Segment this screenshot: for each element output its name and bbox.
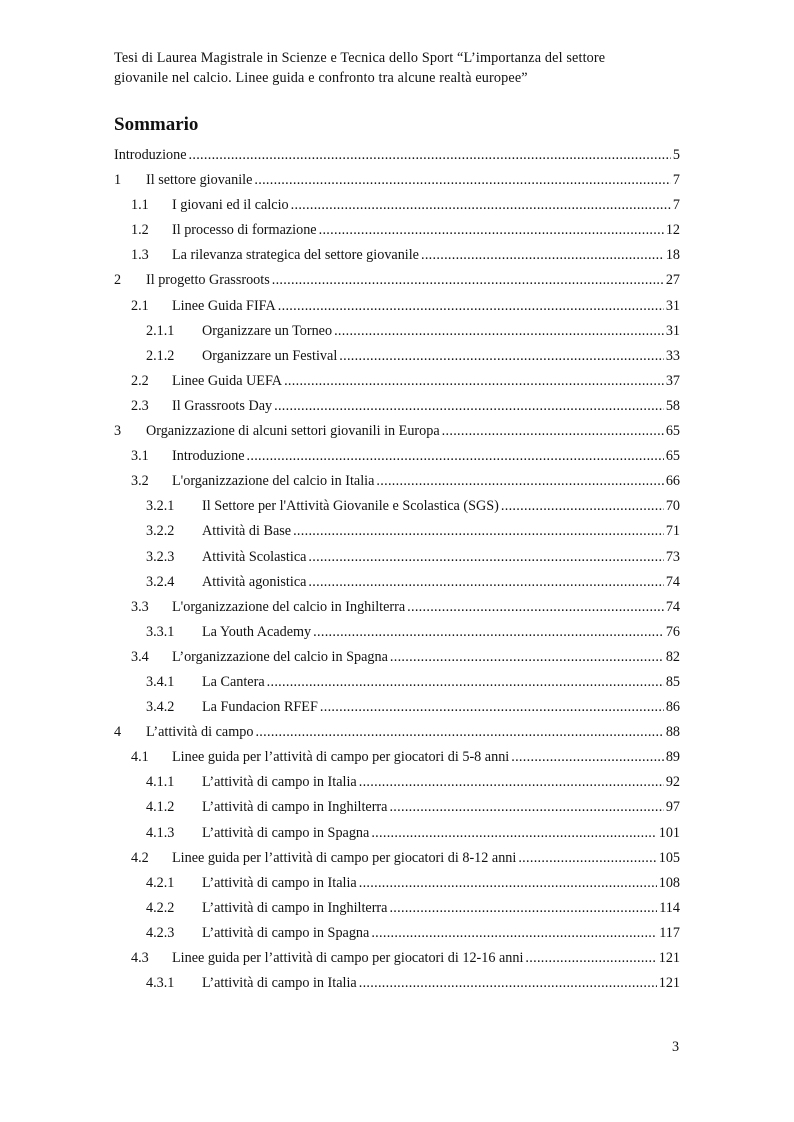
toc-entry-title[interactable]: L’attività di campo bbox=[146, 724, 254, 741]
toc-entry-page[interactable]: 33 bbox=[665, 347, 680, 364]
toc-entry-number: 4 bbox=[114, 724, 122, 741]
toc-entry-title[interactable]: L’attività di campo in Spagna bbox=[202, 924, 370, 941]
toc-entry[interactable] bbox=[114, 821, 680, 846]
toc-entry-title[interactable]: Il processo di formazione bbox=[172, 222, 317, 239]
toc-entry-number: 3.4 bbox=[131, 648, 149, 665]
toc-entry-number: 4.1.2 bbox=[146, 799, 175, 816]
toc-dot-leader bbox=[274, 394, 664, 419]
toc-entry-number: 2.3 bbox=[131, 397, 149, 414]
toc-entry-number: 3.4.2 bbox=[146, 699, 175, 716]
toc-dot-leader bbox=[518, 846, 656, 871]
toc-entry[interactable] bbox=[114, 143, 680, 168]
toc-dot-leader bbox=[371, 821, 656, 846]
toc-dot-leader bbox=[272, 268, 664, 293]
toc-entry-page[interactable]: 31 bbox=[665, 297, 680, 314]
toc-entry-page[interactable]: 89 bbox=[665, 749, 680, 766]
toc-entry-title[interactable]: La Cantera bbox=[202, 673, 265, 690]
toc-entry-page[interactable]: 85 bbox=[665, 673, 680, 690]
toc-entry-number: 2.1 bbox=[131, 297, 149, 314]
toc-entry-title[interactable]: Il Settore per l'Attività Giovanile e Scolastica (SGS) bbox=[202, 498, 499, 515]
toc-entry-number: 3.2.1 bbox=[146, 498, 175, 515]
toc-entry-page[interactable]: 7 bbox=[672, 172, 680, 189]
toc-entry-title[interactable]: L’attività di campo in Inghilterra bbox=[202, 799, 388, 816]
toc-entry-number: 1.2 bbox=[131, 222, 149, 239]
toc-entry-title[interactable]: Linee Guida FIFA bbox=[172, 297, 276, 314]
toc-entry-page[interactable]: 121 bbox=[658, 950, 680, 966]
toc-entry-number: 3.2.2 bbox=[146, 523, 175, 540]
toc-entry[interactable] bbox=[114, 896, 680, 921]
toc-entry-number: 3.2.3 bbox=[146, 548, 175, 565]
toc-entry-page[interactable]: 105 bbox=[658, 849, 680, 866]
toc-entry-title[interactable]: L'organizzazione del calcio in Inghilterra bbox=[172, 598, 406, 615]
toc-entry-number: 3.4.1 bbox=[146, 673, 175, 690]
toc-entry-page[interactable]: 76 bbox=[665, 623, 680, 640]
toc-entry-page[interactable]: 88 bbox=[665, 724, 680, 741]
toc-entry-page[interactable]: 74 bbox=[665, 598, 680, 615]
toc-entry[interactable] bbox=[114, 469, 680, 494]
toc-entry-title[interactable]: L’attività di campo in Italia bbox=[202, 975, 357, 992]
toc-dot-leader bbox=[254, 168, 671, 193]
toc-entry-page[interactable]: 86 bbox=[665, 699, 680, 716]
toc-entry-number: 4.1.3 bbox=[146, 824, 175, 841]
toc-entry[interactable] bbox=[114, 871, 680, 896]
toc-entry-number: 3.3.1 bbox=[146, 623, 175, 640]
toc-entry-number: 4.1 bbox=[131, 749, 149, 766]
toc-entry-page[interactable]: 82 bbox=[665, 648, 680, 665]
page-number: 3 bbox=[672, 1039, 680, 1055]
toc-entry-page[interactable]: 101 bbox=[658, 824, 680, 841]
toc-dot-leader bbox=[319, 218, 664, 243]
toc-entry-page[interactable]: 97 bbox=[665, 799, 680, 816]
toc-entry-title[interactable]: Organizzare un Festival bbox=[202, 347, 338, 364]
toc-dot-leader bbox=[255, 720, 663, 745]
toc-entry-page[interactable]: 65 bbox=[665, 423, 680, 440]
toc-dot-leader bbox=[359, 770, 664, 795]
toc-entry[interactable] bbox=[114, 294, 680, 319]
toc-entry-number: 4.2.3 bbox=[146, 924, 175, 941]
toc-entry[interactable] bbox=[114, 770, 680, 795]
toc-entry[interactable] bbox=[114, 946, 680, 971]
toc-entry-number: 3.2.4 bbox=[146, 573, 175, 590]
toc-entry-page[interactable]: 65 bbox=[665, 448, 680, 465]
toc-entry-number: 2.1.1 bbox=[146, 322, 175, 339]
toc-entry[interactable] bbox=[114, 720, 680, 745]
toc-dot-leader bbox=[339, 344, 664, 369]
header-line-2: giovanile nel calcio. Linee guida e confronto tra alcune realtà europee” bbox=[114, 70, 528, 86]
toc-dot-leader bbox=[407, 595, 664, 620]
toc-entry-title[interactable]: Il progetto Grassroots bbox=[146, 272, 270, 289]
toc-entry-number: 3 bbox=[114, 423, 122, 440]
toc-entry-page[interactable]: 12 bbox=[665, 222, 680, 239]
toc-entry-title[interactable]: Organizzare un Torneo bbox=[202, 322, 333, 339]
toc-dot-leader bbox=[334, 319, 664, 344]
toc-entry-page[interactable]: 18 bbox=[665, 247, 680, 264]
toc-entry-number: 3.2 bbox=[131, 473, 149, 490]
toc-entry-page[interactable]: 70 bbox=[665, 498, 680, 515]
toc-entry-page[interactable]: 27 bbox=[665, 272, 680, 289]
toc-entry-title[interactable]: L’organizzazione del calcio in Spagna bbox=[172, 648, 388, 665]
toc-dot-leader bbox=[376, 469, 663, 494]
toc-dot-leader bbox=[278, 294, 664, 319]
toc-entry[interactable] bbox=[114, 795, 680, 820]
toc-entry-title[interactable]: I giovani ed il calcio bbox=[172, 197, 289, 214]
toc-entry-page[interactable]: 71 bbox=[665, 523, 680, 540]
toc-entry[interactable] bbox=[114, 218, 680, 243]
toc-dot-leader bbox=[421, 243, 664, 268]
toc-entry[interactable] bbox=[114, 193, 680, 218]
toc-entry-number: 1.3 bbox=[131, 247, 149, 264]
toc-entry[interactable] bbox=[114, 595, 680, 620]
toc-entry-page[interactable]: 31 bbox=[665, 322, 680, 339]
toc-entry[interactable] bbox=[114, 394, 680, 419]
toc-entry-page[interactable]: 114 bbox=[659, 899, 680, 916]
toc-entry-number: 4.2.1 bbox=[146, 874, 175, 891]
toc-entry[interactable] bbox=[114, 971, 680, 996]
toc-entry-title[interactable]: La Fundacion RFEF bbox=[202, 699, 318, 716]
toc-entry-page[interactable]: 5 bbox=[672, 147, 680, 163]
toc-entry[interactable] bbox=[114, 846, 680, 871]
toc-dot-leader bbox=[284, 369, 664, 394]
toc-dot-leader bbox=[442, 419, 664, 444]
toc-entry-title[interactable]: Attività di Base bbox=[202, 523, 292, 540]
toc-entry-page[interactable]: 7 bbox=[672, 197, 680, 214]
toc-entry-number: 2.2 bbox=[131, 372, 149, 389]
toc-entry-number: 1.1 bbox=[131, 197, 149, 214]
toc-dot-leader bbox=[293, 519, 664, 544]
toc-entry[interactable] bbox=[114, 494, 680, 519]
toc-dot-leader bbox=[511, 745, 664, 770]
toc-entry[interactable] bbox=[114, 419, 680, 444]
toc-entry-page[interactable]: 58 bbox=[665, 397, 680, 414]
toc-entry[interactable] bbox=[114, 545, 680, 570]
toc-dot-leader bbox=[189, 143, 671, 168]
toc-entry-number: 1 bbox=[114, 172, 122, 189]
toc-entry-title[interactable]: La rilevanza strategica del settore giovanile bbox=[172, 247, 419, 264]
toc-entry-title[interactable]: Attività agonistica bbox=[202, 573, 307, 590]
toc-entry-title[interactable]: L'organizzazione del calcio in Italia bbox=[172, 473, 375, 490]
toc-entry-number: 4.3 bbox=[131, 950, 149, 966]
toc-entry-number: 4.2.2 bbox=[146, 899, 175, 916]
toc-entry[interactable] bbox=[114, 670, 680, 695]
toc-entry-title[interactable]: L’attività di campo in Spagna bbox=[202, 824, 370, 841]
toc-entry-title[interactable]: Attività Scolastica bbox=[202, 548, 307, 565]
toc-entry-title[interactable]: Introduzione bbox=[114, 147, 187, 163]
toc-entry-title[interactable]: L’attività di campo in Inghilterra bbox=[202, 899, 388, 916]
toc-dot-leader bbox=[390, 645, 664, 670]
table-of-contents bbox=[114, 143, 680, 996]
toc-dot-leader bbox=[371, 921, 657, 946]
toc-entry-number: 4.2 bbox=[131, 849, 149, 866]
toc-dot-leader bbox=[308, 570, 663, 595]
toc-entry[interactable] bbox=[114, 921, 680, 946]
toc-entry-page[interactable]: 73 bbox=[665, 548, 680, 565]
toc-dot-leader bbox=[525, 946, 656, 971]
toc-entry-number: 2.1.2 bbox=[146, 347, 175, 364]
toc-entry-title[interactable]: L’attività di campo in Italia bbox=[202, 774, 357, 791]
toc-entry-number: 3.3 bbox=[131, 598, 149, 615]
toc-entry[interactable] bbox=[114, 168, 680, 193]
toc-entry-page[interactable]: 74 bbox=[665, 573, 680, 590]
toc-entry-number: 4.3.1 bbox=[146, 975, 175, 992]
toc-entry[interactable] bbox=[114, 344, 680, 369]
toc-entry[interactable] bbox=[114, 620, 680, 645]
toc-dot-leader bbox=[389, 896, 657, 921]
toc-dot-leader bbox=[359, 971, 657, 996]
page-title: Sommario bbox=[114, 114, 199, 135]
toc-entry[interactable] bbox=[114, 444, 680, 469]
toc-entry-title[interactable]: Introduzione bbox=[172, 448, 245, 465]
toc-dot-leader bbox=[389, 795, 663, 820]
toc-entry[interactable] bbox=[114, 268, 680, 293]
toc-entry-title[interactable]: L’attività di campo in Italia bbox=[202, 874, 357, 891]
running-header bbox=[114, 48, 680, 88]
toc-dot-leader bbox=[501, 494, 664, 519]
toc-dot-leader bbox=[320, 695, 664, 720]
toc-entry-page[interactable]: 121 bbox=[658, 975, 680, 992]
toc-entry[interactable] bbox=[114, 243, 680, 268]
toc-entry[interactable] bbox=[114, 745, 680, 770]
toc-entry-page[interactable]: 37 bbox=[665, 372, 680, 389]
toc-entry[interactable] bbox=[114, 319, 680, 344]
toc-entry[interactable] bbox=[114, 645, 680, 670]
toc-dot-leader bbox=[313, 620, 664, 645]
toc-entry-title[interactable]: Linee guida per l’attività di campo per giocatori di 12-16 anni bbox=[172, 950, 524, 966]
toc-entry[interactable] bbox=[114, 369, 680, 394]
toc-dot-leader bbox=[247, 444, 664, 469]
toc-entry-title[interactable]: La Youth Academy bbox=[202, 623, 312, 640]
toc-dot-leader bbox=[291, 193, 671, 218]
toc-entry-number: 2 bbox=[114, 272, 122, 289]
toc-entry-title[interactable]: Il settore giovanile bbox=[146, 172, 253, 189]
header-line-1: Tesi di Laurea Magistrale in Scienze e Tecnica dello Sport “L’importanza del settore bbox=[114, 50, 606, 66]
toc-entry-number: 4.1.1 bbox=[146, 774, 175, 791]
toc-entry-number: 3.1 bbox=[131, 448, 149, 465]
toc-dot-leader bbox=[267, 670, 664, 695]
toc-entry-page[interactable]: 66 bbox=[665, 473, 680, 490]
toc-dot-leader bbox=[359, 871, 657, 896]
toc-entry-title[interactable]: Linee guida per l’attività di campo per giocatori di 5-8 anni bbox=[172, 749, 510, 766]
toc-entry[interactable] bbox=[114, 570, 680, 595]
toc-entry-title[interactable]: Il Grassroots Day bbox=[172, 397, 273, 414]
toc-entry-page[interactable]: 108 bbox=[658, 874, 680, 891]
toc-entry-title[interactable]: Linee guida per l’attività di campo per giocatori di 8-12 anni bbox=[172, 849, 517, 866]
toc-dot-leader bbox=[308, 545, 663, 570]
toc-entry-title[interactable]: Linee Guida UEFA bbox=[172, 372, 283, 389]
toc-entry-page[interactable]: 92 bbox=[665, 774, 680, 791]
toc-entry[interactable] bbox=[114, 519, 680, 544]
toc-entry-title[interactable]: Organizzazione di alcuni settori giovanili in Europa bbox=[146, 423, 440, 440]
toc-entry-page[interactable]: 117 bbox=[659, 924, 680, 941]
toc-entry[interactable] bbox=[114, 695, 680, 720]
